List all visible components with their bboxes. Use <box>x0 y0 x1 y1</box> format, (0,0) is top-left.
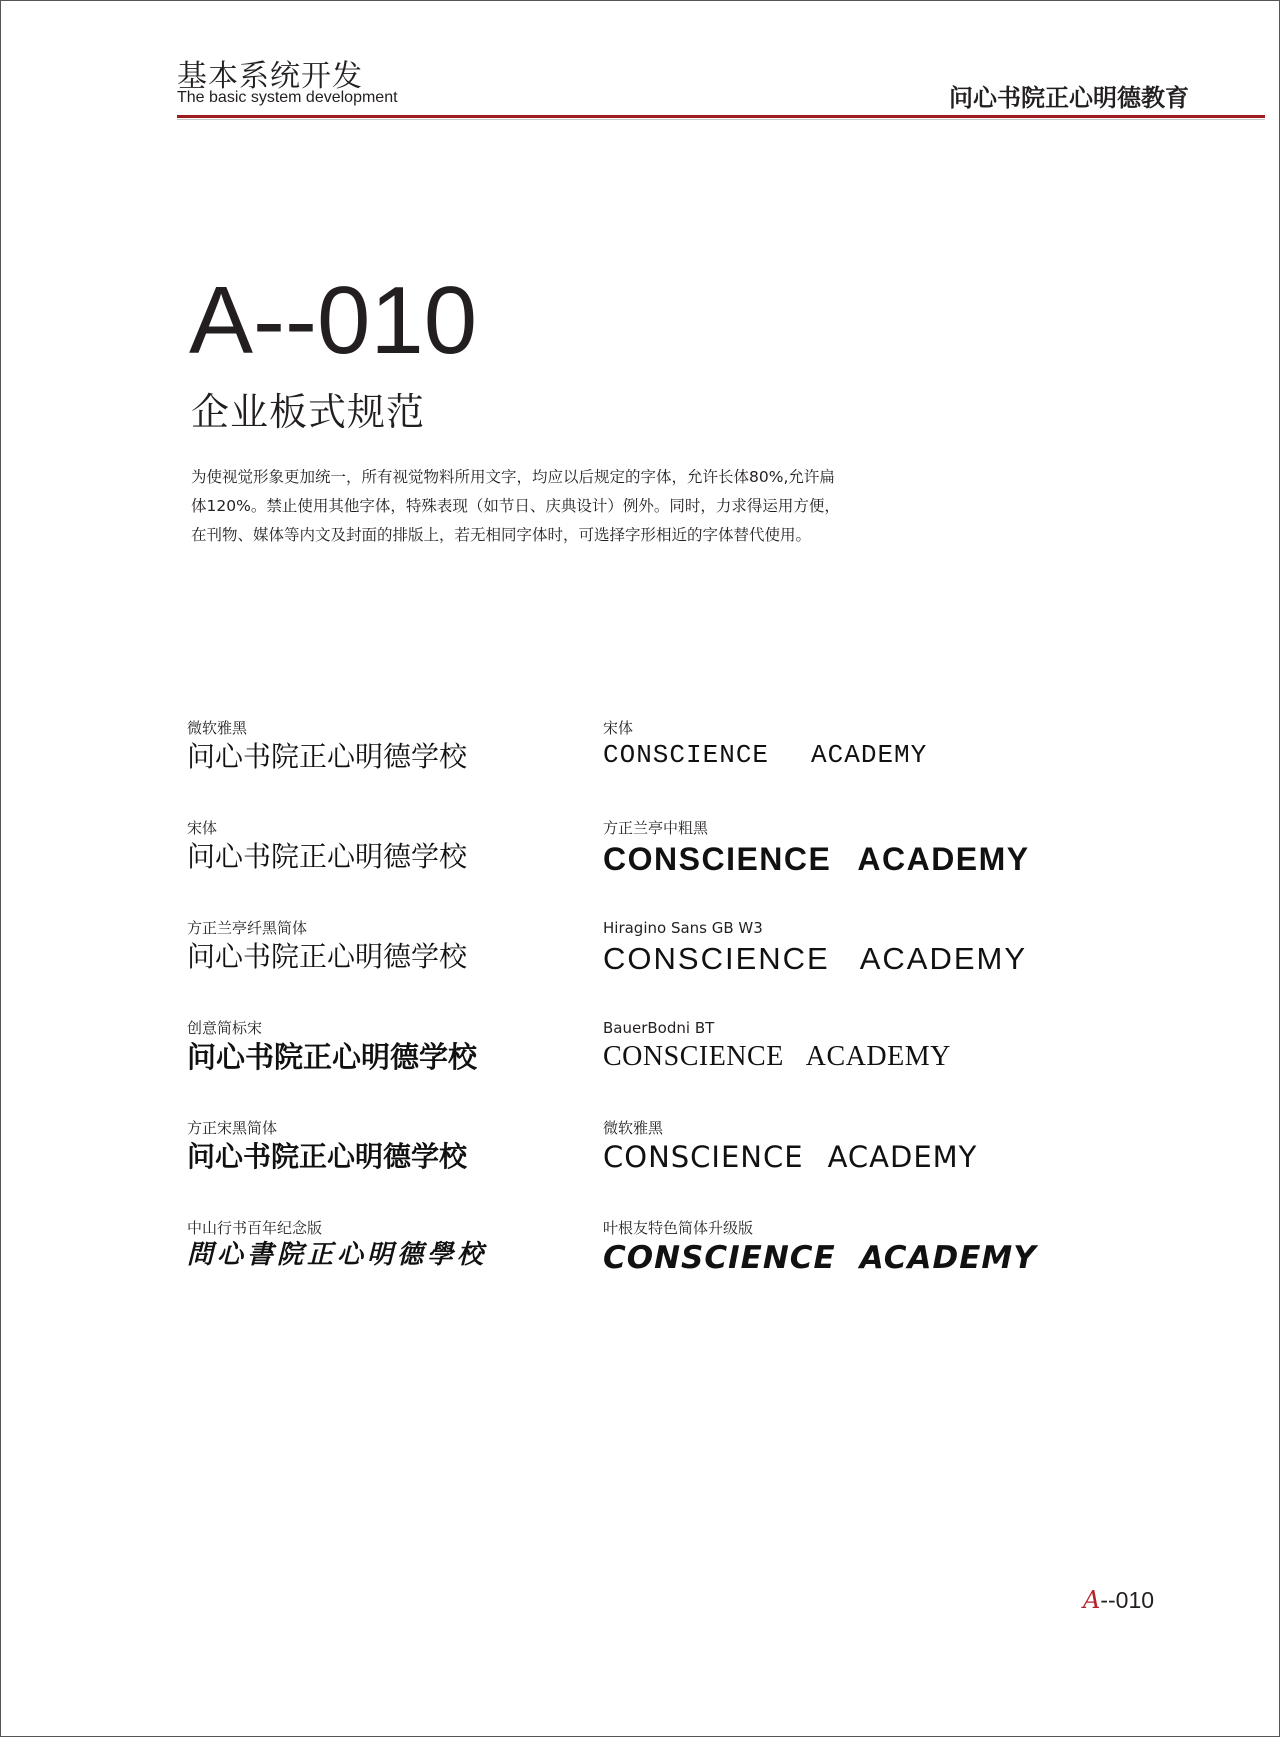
font-name: Hiragino Sans GB W3 <box>603 919 763 937</box>
font-sample-text: 问心书院正心明德学校 <box>187 940 468 973</box>
sample-word: ACADEMY <box>859 941 1028 976</box>
header-rule <box>177 115 1265 118</box>
font-sample-item <box>603 919 1123 1019</box>
font-sample-item <box>187 1019 607 1119</box>
sample-word: ACADEMY <box>827 1140 978 1174</box>
font-sample-item <box>187 1219 607 1319</box>
sample-word: CONSCIENCE <box>603 941 830 976</box>
font-sample-text: 问心书院正心明德学校 <box>187 840 468 873</box>
header-subtitle: The basic system development <box>177 89 398 106</box>
font-sample-text <box>603 1141 1123 1174</box>
font-sample-text <box>603 741 1123 771</box>
sample-word: CONSCIENCE <box>603 1140 804 1174</box>
header-title: 基本系统开发 <box>177 59 363 94</box>
font-name: 微软雅黑 <box>603 1119 664 1137</box>
font-sample-text: 问心书院正心明德学校 <box>187 1140 468 1173</box>
sample-word: ACADEMY <box>857 841 1030 877</box>
sample-word: CONSCIENCE <box>603 740 770 770</box>
footer-code-number: --010 <box>1100 1587 1155 1613</box>
font-sample-item <box>187 819 607 919</box>
sample-word: CONSCIENCE <box>603 1240 836 1276</box>
font-sample-text <box>603 841 1123 878</box>
font-sample-item <box>187 719 607 819</box>
sample-word: ACADEMY <box>859 1240 1037 1276</box>
description-line: 为使视觉形象更加统一，所有视觉物料所用文字，均应以后规定的字体，允许长体80%,允许扁 <box>191 468 835 486</box>
font-sample-item <box>603 1019 1123 1119</box>
font-name: 宋体 <box>603 719 634 737</box>
sample-word: ACADEMY <box>805 1041 951 1072</box>
font-sample-item <box>603 819 1123 919</box>
footer-code-letter: A <box>1083 1586 1101 1614</box>
font-name: 方正兰亭中粗黑 <box>603 819 709 837</box>
font-sample-item <box>187 919 607 1019</box>
font-sample-item <box>187 1119 607 1219</box>
header-rule-shadow <box>177 119 1265 120</box>
chinese-font-list <box>187 719 607 1319</box>
font-name: 方正兰亭纤黑简体 <box>187 919 308 937</box>
font-name: 创意简标宋 <box>187 1019 263 1037</box>
font-sample-item <box>603 1119 1123 1219</box>
font-sample-text <box>603 941 1123 977</box>
font-name: 方正宋黑简体 <box>187 1119 278 1137</box>
description-line: 体120%。禁止使用其他字体，特殊表现（如节日、庆典设计）例外。同时，力求得运用方便， <box>191 497 840 515</box>
font-sample-item <box>603 719 1123 819</box>
sample-word: CONSCIENCE <box>603 841 832 877</box>
section-title: 企业板式规范 <box>191 390 426 434</box>
english-font-list <box>603 719 1123 1319</box>
section-description <box>191 463 931 550</box>
font-sample-text: 问心书院正心明德学校 <box>187 740 468 773</box>
header-brand: 问心书院正心明德教育 <box>949 83 1189 112</box>
font-sample-text: 問心書院正心明德學校 <box>187 1240 488 1270</box>
font-name: 中山行书百年纪念版 <box>187 1219 323 1237</box>
description-line: 在刊物、媒体等内文及封面的排版上，若无相同字体时，可选择字形相近的字体替代使用。 <box>191 526 812 544</box>
sample-word: ACADEMY <box>811 740 928 770</box>
font-name: 微软雅黑 <box>187 719 248 737</box>
font-name: BauerBodni BT <box>603 1019 715 1037</box>
section-code: A--010 <box>189 267 478 374</box>
font-sample-item <box>603 1219 1123 1319</box>
footer-page-code <box>1083 1586 1154 1614</box>
font-name: 宋体 <box>187 819 218 837</box>
font-sample-text <box>603 1241 1123 1277</box>
sample-word: CONSCIENCE <box>603 1041 784 1072</box>
font-name: 叶根友特色简体升级版 <box>603 1219 754 1237</box>
font-sample-text: 问心书院正心明德学校 <box>187 1040 478 1074</box>
font-sample-text <box>603 1041 1123 1073</box>
